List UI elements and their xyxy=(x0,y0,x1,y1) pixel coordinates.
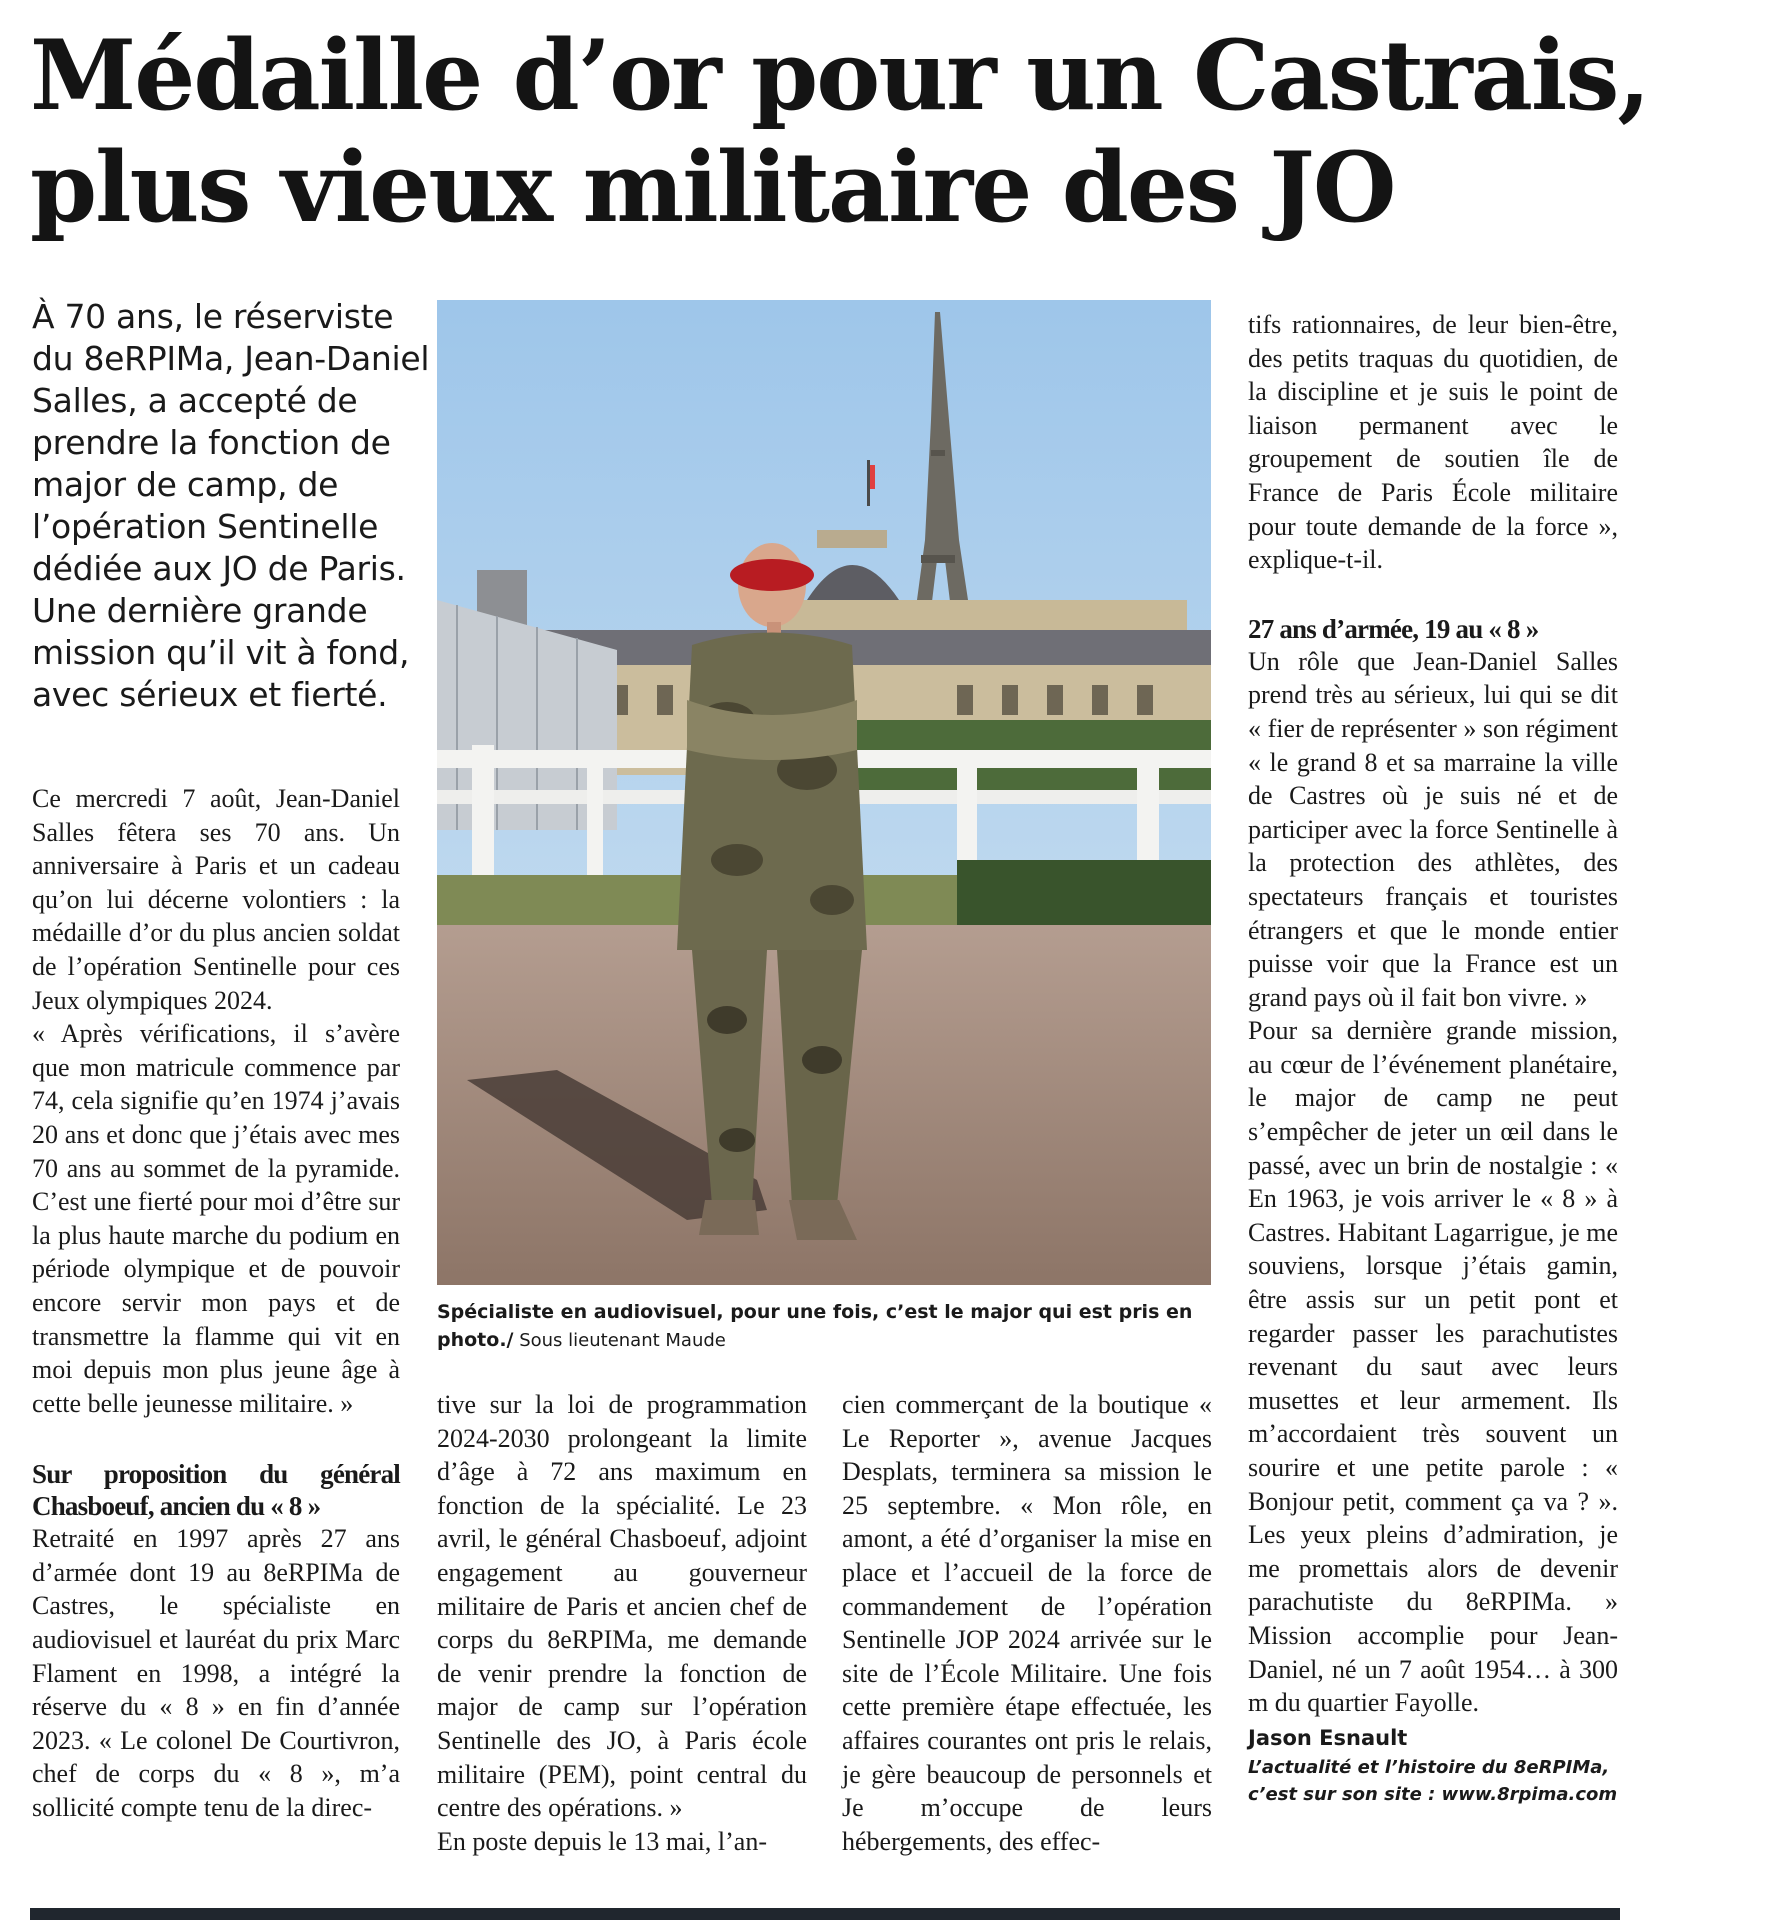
article-photo xyxy=(437,300,1211,1285)
paragraph: tifs rationnaires, de leur bien-être, des petits traquas du quotidien, de la discipline et je suis le point de liaison permanent avec le groupement de soutien île de France de Paris École militaire pour toute demande de la force », explique-t-il. xyxy=(1248,310,1618,575)
photo-caption xyxy=(437,1298,1217,1355)
lead-paragraph: À 70 ans, le réserviste du 8eRPIMa, Jean-Daniel Salles, a accepté de prendre la fonction de major de camp, de l’opération Sentinelle dédiée aux JO de Paris. Une dernière grande mission qu’il vit à fond, avec sérieux et fierté. xyxy=(32,297,430,714)
article-column-4 xyxy=(1248,308,1618,1808)
photo-credit: Sous lieutenant Maude xyxy=(513,1330,726,1351)
article-column-3 xyxy=(842,1388,1212,1858)
footnote-line-1: L’actualité et l’histoire du 8eRPIMa, xyxy=(1248,1756,1610,1778)
bottom-band xyxy=(30,1908,1620,1920)
headline-line-1: Médaille d’or pour un Castrais, xyxy=(30,19,1649,132)
paragraph: En poste depuis le 13 mai, l’an- xyxy=(437,1826,767,1856)
paragraph: « Après vérifications, il s’avère que mon matricule commence par 74, cela signifie qu’en 1974 j’avais 20 ans et donc que j’étais avec mes 70 ans au sommet de la pyramide. C’est une fierté pour moi d’être sur la plus haute marche du podium en période olympique et de pouvoir encore servir mon pays et de transmettre la flamme qui vit en moi depuis mon plus jeune âge à cette belle jeunesse militaire. » xyxy=(32,1019,400,1418)
paragraph: Retraité en 1997 après 27 ans d’armée dont 19 au 8eRPIMa de Castres, le spécialiste en audiovisuel et lauréat du prix Marc Flament en 1998, a intégré la réserve du « 8 » en fin d’année 2023. « Le colonel De Courtivron, chef de corps du « 8 », m’a sollicité compte tenu de la direc- xyxy=(32,1524,400,1823)
subheading: 27 ans d’armée, 19 au « 8 » xyxy=(1248,613,1539,644)
author-signature: Jason Esnault xyxy=(1248,1725,1408,1750)
headline-line-2: plus vieux militaire des JO xyxy=(30,131,1395,244)
article-column-1 xyxy=(32,782,400,1825)
subheading: Sur proposition du général Chasboeuf, ancien du « 8 » xyxy=(32,1459,400,1522)
paragraph: cien commerçant de la boutique « Le Reporter », avenue Jacques Desplats, terminera sa mission le 25 septembre. « Mon rôle, en amont, a été d’organiser la mise en place et l’accueil de la force de commandement de l’opération Sentinelle JOP 2024 arrivée sur le site de l’École Militaire. Une fois cette première étape effectuée, les affaires courantes ont pris le relais, je gère beaucoup de personnels et Je m’occupe de leurs hébergements, des effec- xyxy=(842,1390,1212,1856)
article-column-2 xyxy=(437,1388,807,1858)
footnote-line-2: c’est sur son site : www.8rpima.com xyxy=(1248,1783,1618,1805)
headline xyxy=(30,20,1730,244)
caption-text: Spécialiste en audiovisuel, pour une fois, c’est le major qui est pris en photo./ xyxy=(437,1301,1193,1351)
paragraph: Pour sa dernière grande mission, au cœur de l’événement planétaire, le major de camp ne peut s’empêcher de jeter un œil dans le passé, avec un brin de nostalgie : « En 1963, je vois arriver le « 8 » à Castres. Habitant Lagarrigue, je me souviens, lorsque j’étais gamin, être assis sur un petit pont et regarder passer les parachutistes revenant du saut avec leurs musettes et leur armement. Ils m’accordaient très souvent un sourire et une petite parole : « Bonjour petit, comment ça va ? ». Les yeux pleins d’admiration, je me promettais alors de devenir parachutiste du 8eRPIMa. » Mission accomplie pour Jean-Daniel, né un 7 août 1954… à 300 m du quartier Fayolle. xyxy=(1248,1016,1618,1718)
soldier-eiffel-tower-photo xyxy=(437,300,1211,1285)
paragraph: Un rôle que Jean-Daniel Salles prend très au sérieux, lui qui se dit « fier de représenter » son régiment « le grand 8 et sa marraine la ville de Castres où je suis né et de participer avec la force Sentinelle à la protection des athlètes, des spectateurs français et touristes étrangers et que le monde entier puisse voir que la France est un grand pays où il fait bon vivre. » xyxy=(1248,646,1618,1012)
paragraph: Ce mercredi 7 août, Jean-Daniel Salles fêtera ses 70 ans. Un anniversaire à Paris et un cadeau qu’on lui décerne volontiers : la médaille d’or du plus ancien soldat de l’opération Sentinelle pour ces Jeux olympiques 2024. xyxy=(32,784,400,1015)
paragraph: tive sur la loi de programmation 2024-2030 prolongeant la limite d’âge à 72 ans maximum en fonction de la spécialité. Le 23 avril, le général Chasboeuf, adjoint engagement au gouverneur militaire de Paris et ancien chef de corps du 8eRPIMa, me demande de venir prendre la fonction de major de camp sur l’opération Sentinelle des JO, à Paris école militaire (PEM), point central du centre des opérations. » xyxy=(437,1390,807,1823)
